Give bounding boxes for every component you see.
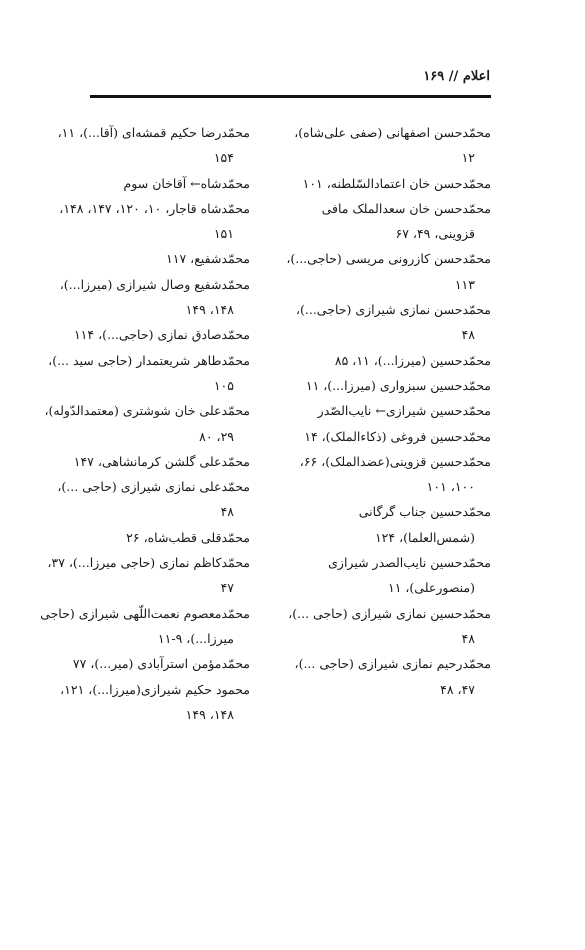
index-entry: محمّدشاه← آقاخان سوم bbox=[123, 175, 250, 191]
index-entry: محمّدرضا حکیم قمشه‌ای (آقا...)، ۱۱، ۱۵۴ bbox=[57, 125, 250, 166]
index-entry: محمّدمعصوم نعمت‌اللّهی شیرازی (حاجی میرزا...)، ۹-۱۱ bbox=[40, 605, 250, 646]
header-rule bbox=[90, 95, 491, 98]
index-entry: محمّدحسین نمازی شیرازی (حاجی ...)، ۴۸ bbox=[288, 605, 491, 646]
index-entry: محمّدمؤمن استرآبادی (میر...)، ۷۷ bbox=[72, 656, 250, 672]
index-entry: محمّدعلی گلشن کرمانشاهی، ۱۴۷ bbox=[73, 453, 250, 469]
index-entry: محمّدحسین فروغی (ذکاءالملک)، ۱۴ bbox=[304, 428, 491, 444]
index-entry: محمّدصادق نمازی (حاجی...)، ۱۱۴ bbox=[73, 327, 250, 343]
index-entry: محمّدحسن خان سعدالملک مافی قزوینی، ۴۹، ۶۷ bbox=[321, 200, 491, 242]
index-entry: محمّدرحیم نمازی شیرازی (حاجی ...)، ۴۷، ۴۸ bbox=[294, 656, 491, 697]
index-entry: محمّدحسن کازرونی مریسی (حاجی...)، ۱۱۳ bbox=[286, 251, 491, 292]
index-entry: محمّدحسین جناب گرگانی (شمس‌العلما)، ۱۲۴ bbox=[358, 504, 491, 545]
index-entry: محمود حکیم شیرازی(میرزا...)، ۱۲۱، ۱۴۸، ۱۴۹ bbox=[60, 681, 250, 722]
index-entry: محمّدشاه قاجار، ۱۰، ۱۲۰، ۱۴۷، ۱۴۸، ۱۵۱ bbox=[59, 200, 250, 242]
index-entry: محمّدکاظم نمازی (حاجی میرزا...)، ۳۷، ۴۷ bbox=[47, 555, 250, 596]
index-entry: محمّدطاهر شریعتمدار (حاجی سید ...)، ۱۰۵ bbox=[48, 352, 250, 393]
index-entry: محمّدحسین سبزواری (میرزا...)، ۱۱ bbox=[305, 377, 491, 393]
index-entry: محمّدحسین (میرزا...)، ۱۱، ۸۵ bbox=[334, 352, 491, 368]
index-entry: محمّدحسن نمازی شیرازی (حاجی...)، ۴۸ bbox=[295, 302, 491, 343]
index-entry: محمّدعلی نمازی شیرازی (حاجی ...)، ۴۸ bbox=[57, 479, 250, 520]
index-entry: محمّدحسن اصفهانی (صفی‌ علی‌شاه)، ۱۲ bbox=[294, 125, 491, 166]
index-entry: محمّدحسین قزوینی(عضدالملک)، ۶۶، ۱۰۰، ۱۰۱ bbox=[299, 453, 491, 495]
index-column-left bbox=[40, 120, 250, 727]
index-entry: محمّدحسین شیرازی← نایب‌الصّدر bbox=[317, 403, 491, 419]
index-column-right bbox=[281, 120, 491, 702]
index-entry: محمّدشفیع، ۱۱۷ bbox=[166, 251, 250, 267]
index-entry: محمّدعلی خان شوشتری (معتمدالدّوله)، ۲۹، ۸۰ bbox=[44, 403, 250, 444]
index-entry: محمّدقلی قطب‌شاه، ۲۶ bbox=[126, 529, 250, 545]
index-entry: محمّدحسین نایب‌الصدر شیرازی (منصورعلی)، ۱۱ bbox=[328, 555, 491, 596]
index-entry: محمّدحسن خان اعتمادالسّلطنه، ۱۰۱ bbox=[302, 175, 491, 191]
index-entry: محمّدشفیع وصال شیرازی (میرزا...)، ۱۴۸، ۱۴۹ bbox=[59, 276, 250, 318]
running-head: اعلام // ۱۶۹ bbox=[423, 69, 490, 84]
